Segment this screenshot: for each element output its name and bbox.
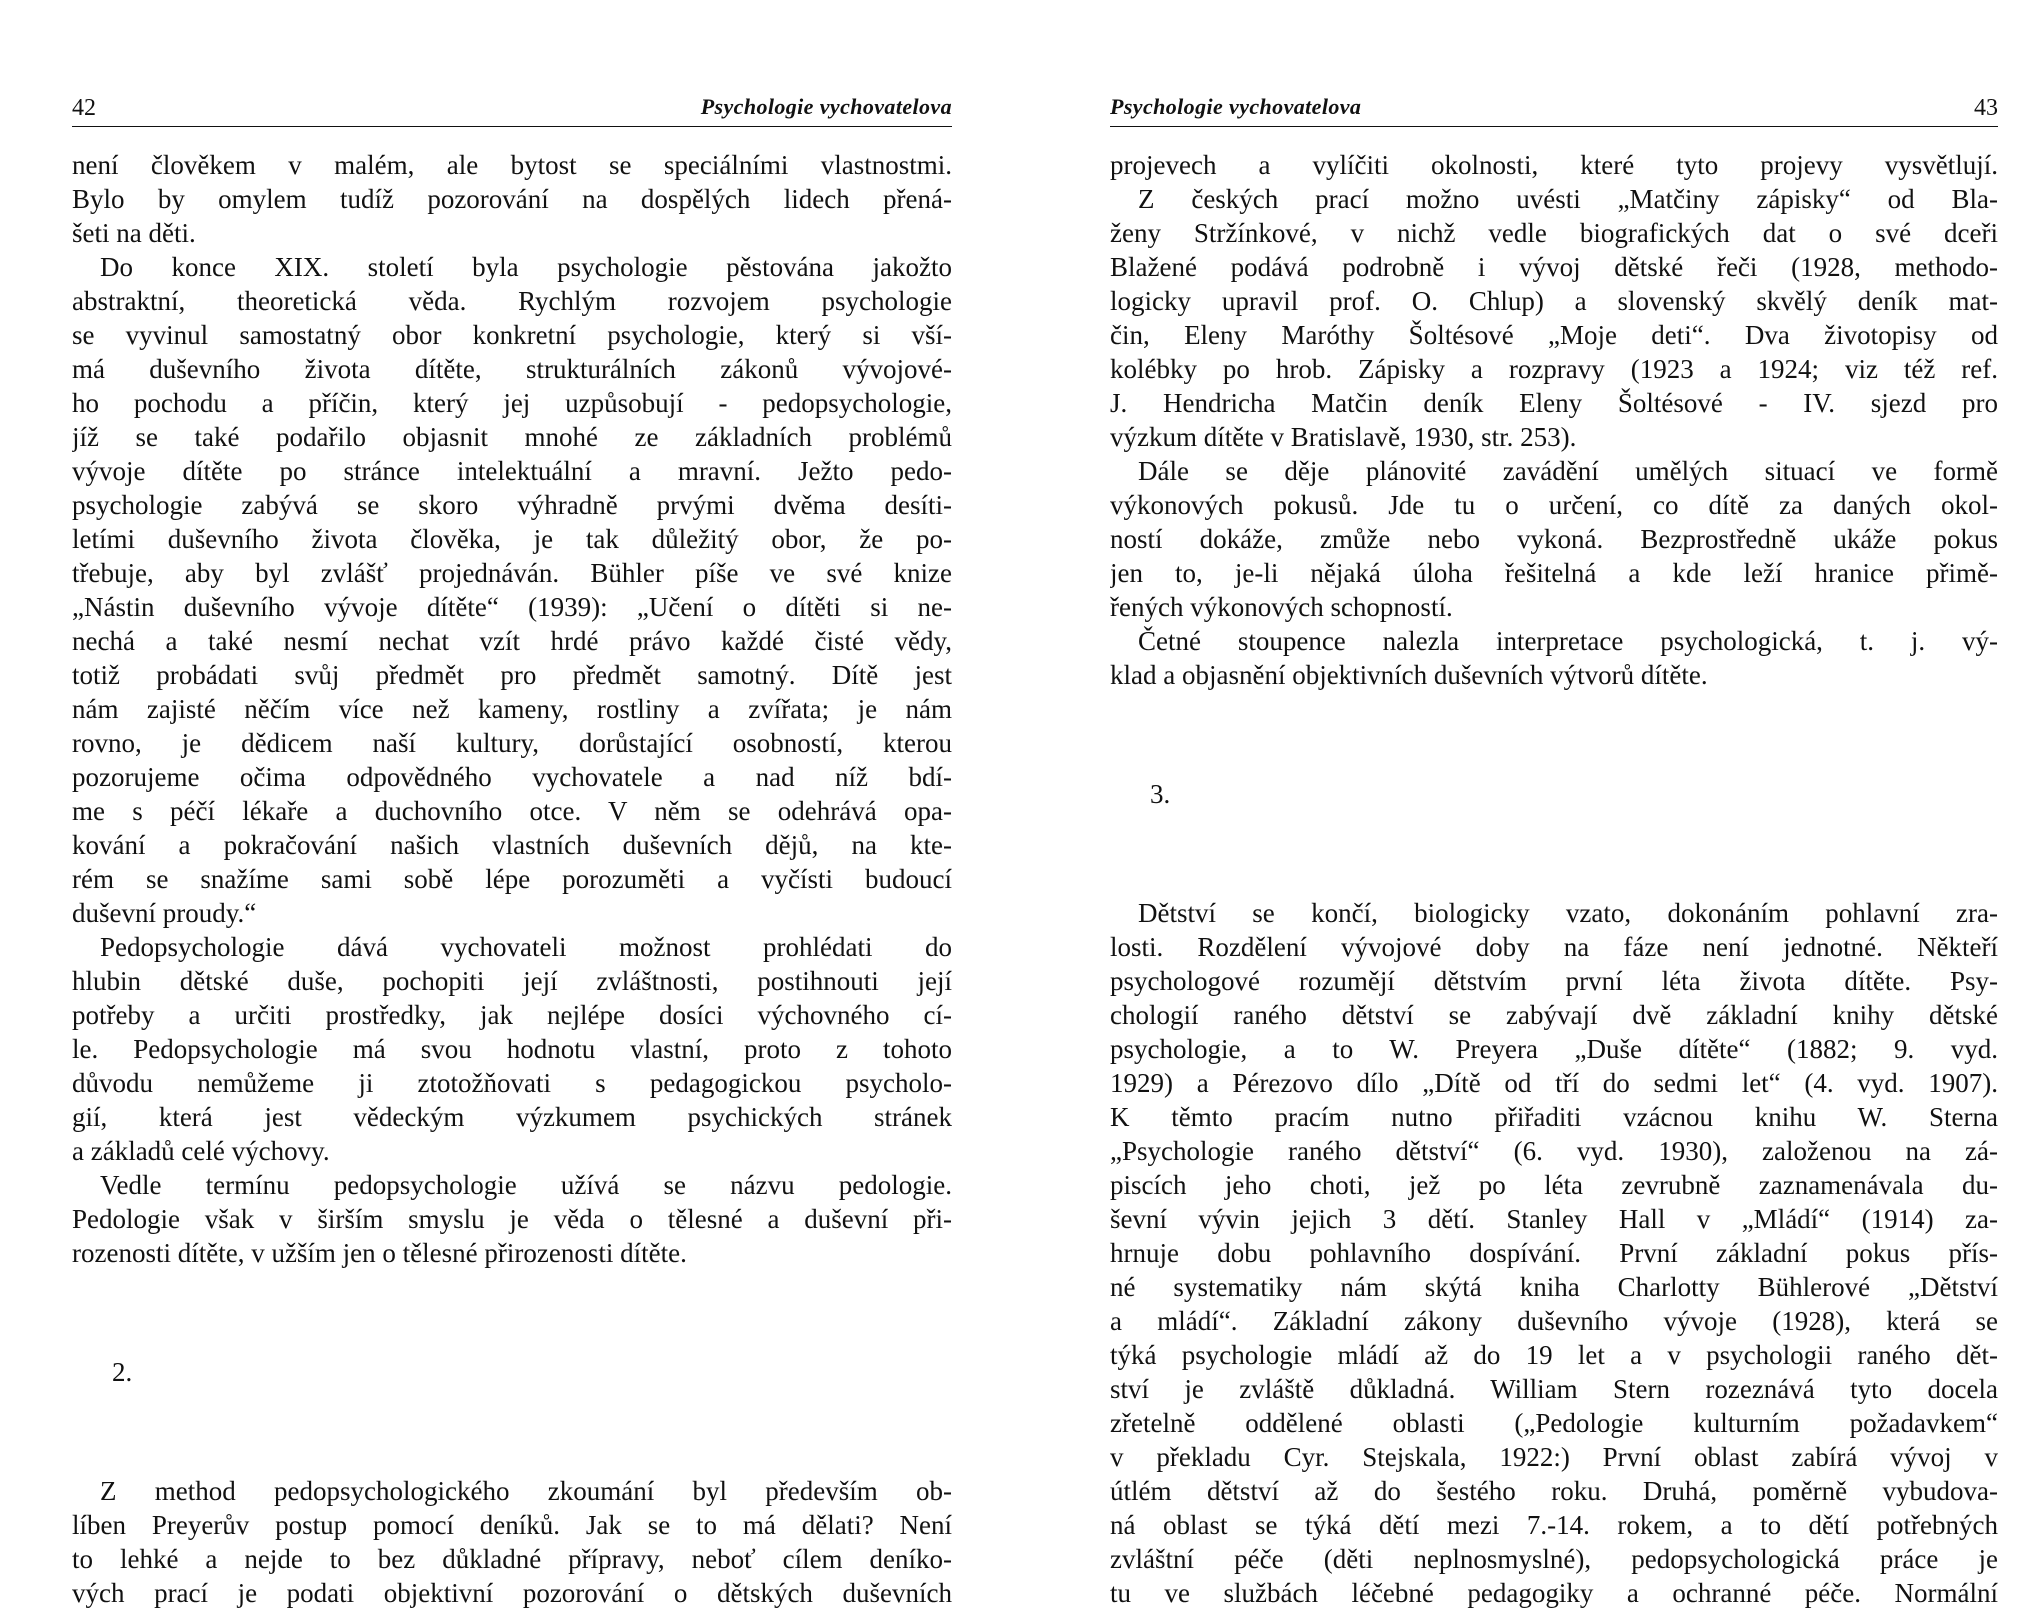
text-line: Dětství se končí, biologicky vzato, dokonáním pohlavní zra- bbox=[1138, 898, 1998, 928]
right-page-header bbox=[1110, 92, 1998, 127]
text-line: výkonových pokusů. Jde tu o určení, co dítě za daných okol- bbox=[1110, 490, 1998, 520]
text-line: zvláštní péče (děti neplnosmyslné), pedopsychologická práce je bbox=[1110, 1544, 1998, 1574]
text-line: hrnuje dobu pohlavního dospívání. První základní pokus přís- bbox=[1110, 1238, 1998, 1268]
text-line: pozorujeme očima odpovědného vychovatele a nad níž bdí- bbox=[72, 762, 952, 792]
right-page-body bbox=[1110, 148, 1998, 1610]
text-line: v překladu Cyr. Stejskala, 1922:) První oblast zabírá vývoj v bbox=[1110, 1442, 1998, 1472]
text-line: má duševního života dítěte, strukturálních zákonů vývojové- bbox=[72, 354, 952, 384]
section-spacer bbox=[1110, 692, 1998, 777]
text-line: čin, Eleny Maróthy Šoltésové „Moje deti“. Dva životopisy od bbox=[1110, 320, 1998, 350]
text-line: zřetelně oddělené oblasti („Pedologie kulturním požadavkem“ bbox=[1110, 1408, 1998, 1438]
text-line: a mládí“. Základní zákony duševního vývoje (1928), která se bbox=[1110, 1306, 1998, 1336]
text-line: řených výkonových schopností. bbox=[1110, 592, 1453, 622]
text-line: J. Hendricha Matčin deník Eleny Šoltésové - IV. sjezd pro bbox=[1110, 388, 1998, 418]
text-line: tu ve službách léčebné pedagogiky a ochranné péče. Normální bbox=[1110, 1578, 1998, 1608]
section-spacer bbox=[72, 1270, 952, 1355]
section-spacer bbox=[1110, 811, 1998, 896]
text-line: abstraktní, theoretická věda. Rychlým rozvojem psychologie bbox=[72, 286, 952, 316]
text-line: duševní proudy.“ bbox=[72, 898, 257, 928]
left-page-header bbox=[72, 92, 952, 127]
text-line: týká psychologie mládí až do 19 let a v psychologii raného dět- bbox=[1110, 1340, 1998, 1370]
text-line: losti. Rozdělení vývojové doby na fáze není jednotné. Někteří bbox=[1110, 932, 1998, 962]
text-line: me s péčí lékaře a duchovního otce. V něm se odehrává opa- bbox=[72, 796, 952, 826]
text-line: kolébky po hrob. Zápisky a rozpravy (1923 a 1924; viz též ref. bbox=[1110, 354, 1998, 384]
section-spacer bbox=[72, 1389, 952, 1474]
text-line: rozenosti dítěte, v užším jen o tělesné přirozenosti dítěte. bbox=[72, 1238, 687, 1268]
text-line: Dále se děje plánovité zavádění umělých situací ve formě bbox=[1138, 456, 1998, 486]
text-line: Z method pedopsychologického zkoumání byl především ob- bbox=[100, 1476, 952, 1506]
text-line: šeti na děti. bbox=[72, 218, 196, 248]
right-running-head: Psychologie vychovatelova bbox=[1110, 94, 1362, 119]
text-line: ševní vývin jejich 3 dětí. Stanley Hall v „Mládí“ (1914) za- bbox=[1110, 1204, 1998, 1234]
text-line: rém se snažíme sami sobě lépe porozuměti a vyčísti budoucí bbox=[72, 864, 952, 894]
text-line: psychologové rozumějí dětstvím první léta života dítěte. Psy- bbox=[1110, 966, 1998, 996]
text-line: chologií raného dětství se zabývají dvě základní knihy dětské bbox=[1110, 1000, 1998, 1030]
text-line: není člověkem v malém, ale bytost se speciálními vlastnostmi. bbox=[72, 150, 952, 180]
text-line: Vedle termínu pedopsychologie užívá se názvu pedologie. bbox=[100, 1170, 952, 1200]
text-line: se vyvinul samostatný obor konkretní psychologie, který si vší- bbox=[72, 320, 952, 350]
right-page-number: 43 bbox=[1974, 95, 1998, 121]
text-line: a základů celé výchovy. bbox=[72, 1136, 330, 1166]
text-line: nechá a také nesmí nechat vzít hrdé právo každé čisté vědy, bbox=[72, 626, 952, 656]
text-line: to lehké a nejde to bez důkladné přípravy, neboť cílem deníko- bbox=[72, 1544, 952, 1574]
left-page-body bbox=[72, 148, 952, 1610]
text-line: „Psychologie raného dětství“ (6. vyd. 1930), založenou na zá- bbox=[1110, 1136, 1998, 1166]
text-line: Pedologie však v širším smyslu je věda o tělesné a duševní při- bbox=[72, 1204, 952, 1234]
text-line: hlubin dětské duše, pochopiti její zvláštnosti, postihnouti její bbox=[72, 966, 952, 996]
text-line: piscích jeho choti, jež po léta zevrubně zaznamenávala du- bbox=[1110, 1170, 1998, 1200]
text-line: potřeby a určiti prostředky, jak nejlépe dosíci výchovného cí- bbox=[72, 1000, 952, 1030]
text-line: vých prací je podati objektivní pozorování o dětských duševních bbox=[72, 1578, 952, 1608]
text-line: kování a pokračování našich vlastních duševních dějů, na kte- bbox=[72, 830, 952, 860]
text-line: ství je zvláště důkladná. William Stern rozeznává tyto docela bbox=[1110, 1374, 1998, 1404]
text-line: ností dokáže, zmůže nebo vykoná. Bezprostředně ukáže pokus bbox=[1110, 524, 1998, 554]
text-line: rovno, je dědicem naší kultury, dorůstající osobností, kterou bbox=[72, 728, 952, 758]
text-line: Do konce XIX. století byla psychologie pěstována jakožto bbox=[100, 252, 952, 282]
text-line: jen to, je-li nějaká úloha řešitelná a kde leží hranice přimě- bbox=[1110, 558, 1998, 588]
text-line: třebuje, aby byl zvlášť projednáván. Bühler píše ve své knize bbox=[72, 558, 952, 588]
text-line: klad a objasnění objektivních duševních výtvorů dítěte. bbox=[1110, 660, 1708, 690]
left-running-head: Psychologie vychovatelova bbox=[700, 94, 952, 119]
text-line: Blažené podává podrobně i vývoj dětské řeči (1928, methodo- bbox=[1110, 252, 1998, 282]
text-line: psychologie zabývá se skoro výhradně prvými dvěma desíti- bbox=[72, 490, 952, 520]
text-line: ná oblast se týká dětí mezi 7.-14. rokem, a to dětí potřebných bbox=[1110, 1510, 1998, 1540]
text-line: vývoje dítěte po stránce intelektuální a mravní. Ježto pedo- bbox=[72, 456, 952, 486]
text-line: důvodu nemůžeme ji ztotožňovati s pedagogickou psycholo- bbox=[72, 1068, 952, 1098]
text-line: líben Preyerův postup pomocí deníků. Jak se to má dělati? Není bbox=[72, 1510, 952, 1540]
text-line: totiž probádati svůj předmět pro předmět samotný. Dítě jest bbox=[72, 660, 952, 690]
text-line: logicky upravil prof. O. Chlup) a slovenský skvělý deník mat- bbox=[1110, 286, 1998, 316]
text-line: útlém dětství až do šestého roku. Druhá, poměrně vybudova- bbox=[1110, 1476, 1998, 1506]
text-line: výzkum dítěte v Bratislavě, 1930, str. 253). bbox=[1110, 422, 1577, 452]
text-line: nám zajisté něčím více než kameny, rostliny a zvířata; je nám bbox=[72, 694, 952, 724]
text-line: Pedopsychologie dává vychovateli možnost prohlédati do bbox=[100, 932, 952, 962]
text-line: letími duševního života člověka, je tak důležitý obor, že po- bbox=[72, 524, 952, 554]
section-number: 2. bbox=[112, 1357, 133, 1387]
text-line: ženy Stržínkové, v nichž vedle biografických dat o své dceři bbox=[1110, 218, 1998, 248]
text-line: Z českých prací možno uvésti „Matčiny zápisky“ od Bla- bbox=[1138, 184, 1998, 214]
text-line: né systematiky nám skýtá kniha Charlotty Bühlerové „Dětství bbox=[1110, 1272, 1998, 1302]
text-line: psychologie, a to W. Preyera „Duše dítěte“ (1882; 9. vyd. bbox=[1110, 1034, 1998, 1064]
text-line: ho pochodu a příčin, který jej uzpůsobují - pedopsychologie, bbox=[72, 388, 952, 418]
text-line: Četné stoupence nalezla interpretace psychologická, t. j. vý- bbox=[1138, 626, 1998, 656]
section-number: 3. bbox=[1150, 779, 1171, 809]
text-line: gií, která jest vědeckým výzkumem psychických stránek bbox=[72, 1102, 952, 1132]
text-line: jíž se také podařilo objasnit mnohé ze základních problémů bbox=[72, 422, 952, 452]
text-line: „Nástin duševního vývoje dítěte“ (1939): „Učení o dítěti si ne- bbox=[72, 592, 952, 622]
left-page-number: 42 bbox=[72, 95, 96, 121]
text-line: Bylo by omylem tudíž pozorování na dospělých lidech přená- bbox=[72, 184, 952, 214]
text-line: projevech a vylíčiti okolnosti, které tyto projevy vysvětlují. bbox=[1110, 150, 1998, 180]
text-line: le. Pedopsychologie má svou hodnotu vlastní, proto z tohoto bbox=[72, 1034, 952, 1064]
text-line: 1929) a Pérezovo dílo „Dítě od tří do sedmi let“ (4. vyd. 1907). bbox=[1110, 1068, 1998, 1098]
text-line: K těmto pracím nutno přiřaditi vzácnou knihu W. Sterna bbox=[1110, 1102, 1998, 1132]
